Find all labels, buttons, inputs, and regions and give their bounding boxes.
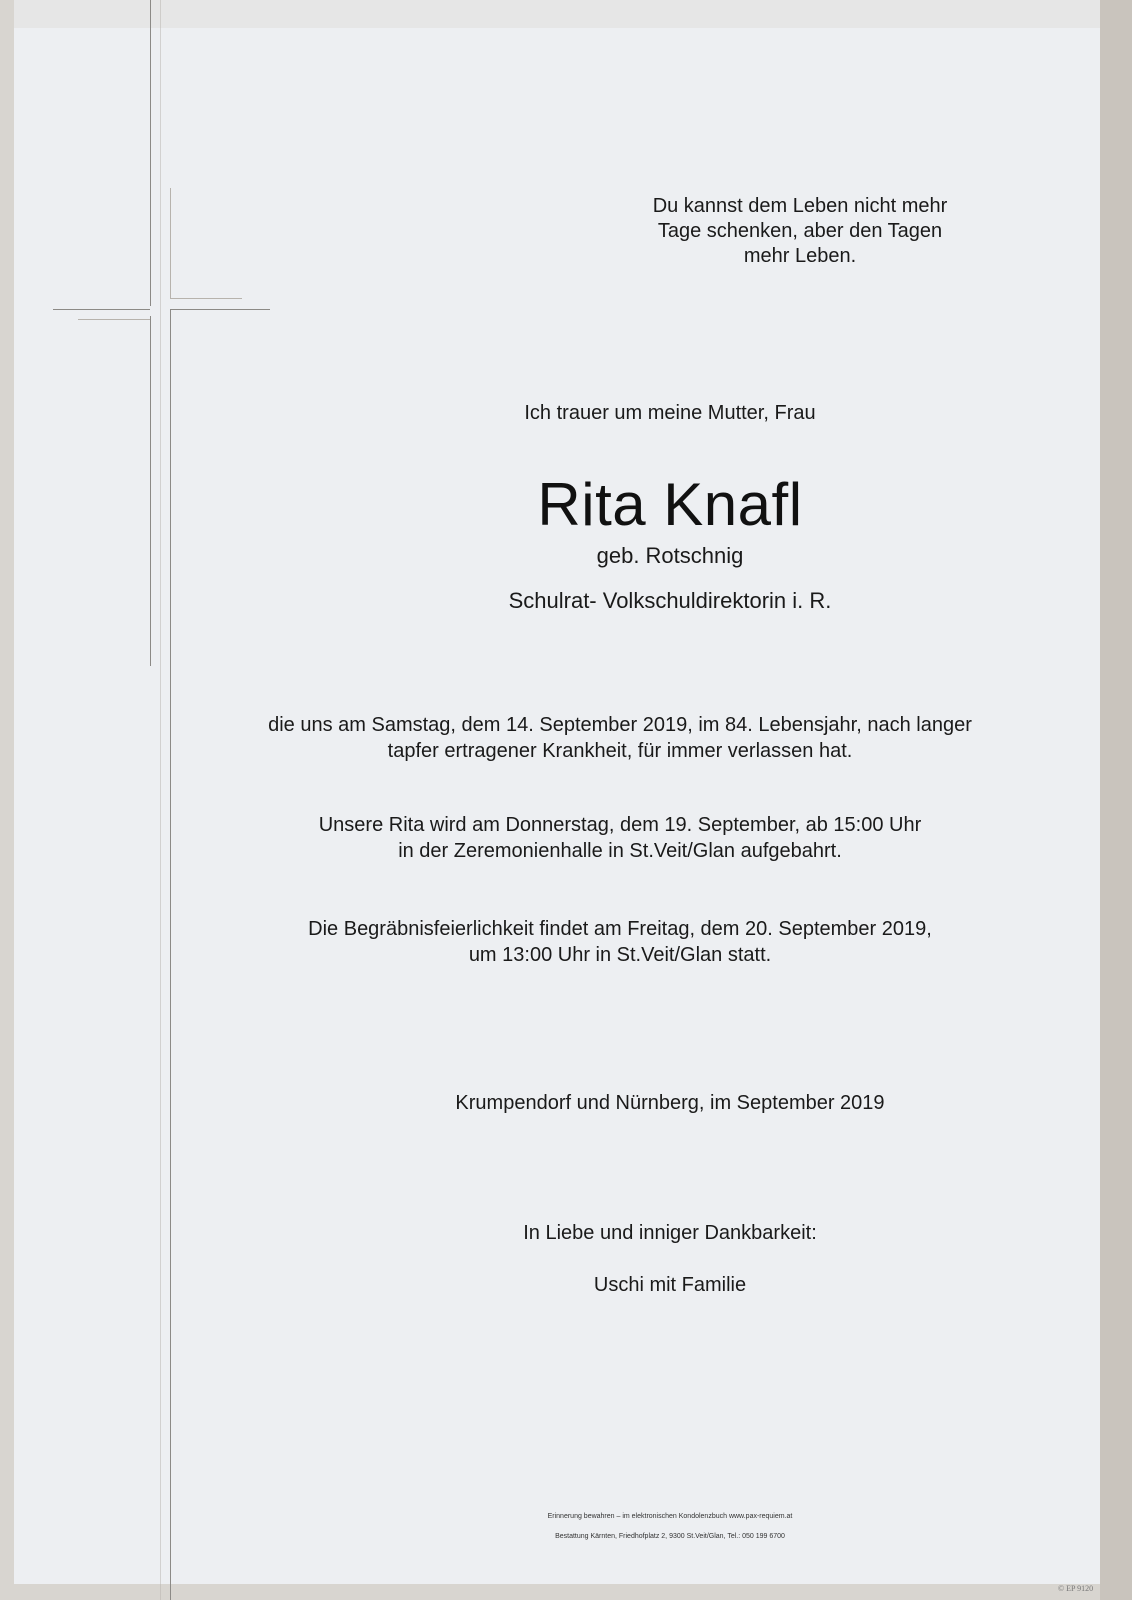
intro-line: Ich trauer um meine Mutter, Frau	[524, 402, 816, 424]
paragraph-line: in der Zeremonienhalle in St.Veit/Glan aufgebahrt.	[398, 840, 842, 862]
signers: Uschi mit Familie	[593, 1274, 747, 1296]
paragraph-line: Die Begräbnisfeierlichkeit findet am Freitag, dem 20. September 2019,	[308, 918, 932, 940]
footer-undertaker-line: Bestattung Kärnten, Friedhofplatz 2, 9300 St.Veit/Glan, Tel.: 050 199 6700	[555, 1533, 785, 1540]
deceased-title: Schulrat- Volkschuldirektorin i. R.	[508, 588, 832, 613]
quote-line: Du kannst dem Leben nicht mehr	[652, 195, 948, 217]
closing-phrase: In Liebe und inniger Dankbarkeit:	[523, 1222, 817, 1244]
viewing-paragraph	[170, 812, 1070, 864]
memorial-quote	[600, 194, 1000, 269]
footer-condolence-line: Erinnerung bewahren – im elektronischen Kondolenzbuch www.pax-requiem.at	[547, 1513, 793, 1520]
quote-line: Tage schenken, aber den Tagen	[657, 220, 943, 242]
cross-vertical-left-lower	[150, 316, 151, 666]
paragraph-line: die uns am Samstag, dem 14. September 2019, im 84. Lebensjahr, nach langer	[268, 714, 972, 736]
paragraph-line: tapfer ertragener Krankheit, für immer verlassen hat.	[387, 740, 853, 762]
maiden-name: geb. Rotschnig	[596, 543, 744, 568]
cross-horizontal-left-lower	[78, 319, 150, 320]
place-date: Krumpendorf und Nürnberg, im September 2019	[455, 1092, 885, 1114]
cross-vertical-right-upper	[170, 188, 171, 298]
quote-line: mehr Leben.	[743, 245, 857, 267]
cross-horizontal-right	[170, 309, 270, 310]
paragraph-line: Unsere Rita wird am Donnerstag, dem 19. September, ab 15:00 Uhr	[318, 814, 922, 836]
paragraph-line: um 13:00 Uhr in St.Veit/Glan statt.	[468, 944, 772, 966]
cross-horizontal-right-upper	[170, 298, 242, 299]
cross-horizontal-left	[53, 309, 150, 310]
death-notice-paragraph	[170, 712, 1070, 764]
paper-top-strip	[14, 0, 1100, 28]
cross-vertical-left	[150, 0, 151, 306]
funeral-paragraph	[170, 916, 1070, 968]
print-code: © EP 9120	[1058, 1584, 1094, 1593]
cross-vertical-far-left	[160, 0, 161, 1600]
deceased-name: Rita Knafl	[537, 471, 803, 538]
scan-right-edge	[1100, 0, 1132, 1600]
